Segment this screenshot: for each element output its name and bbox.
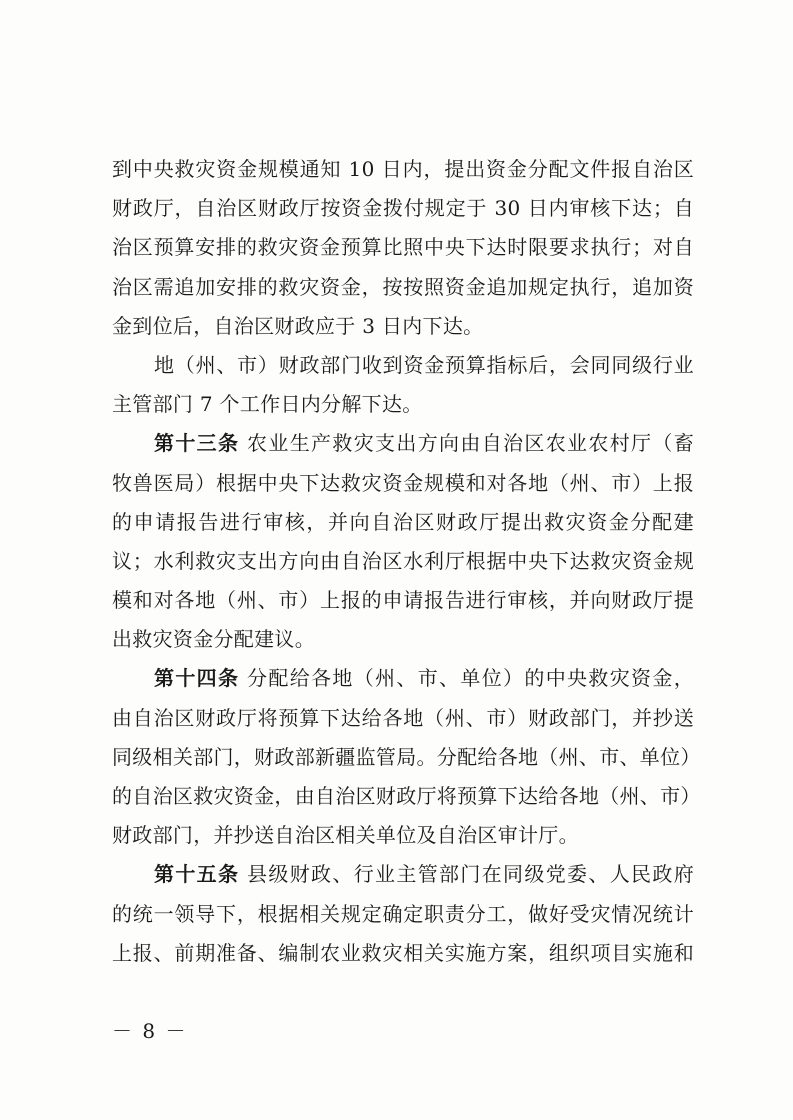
article-14 [112,659,701,855]
body-text [112,150,701,973]
text-line: 治区需追加安排的救灾资金，按按照资金追加规定执行，追加资 [112,274,694,299]
text-line: 的自治区救灾资金，由自治区财政厅将预算下达给各地（州、市） [112,784,701,808]
text-line: 的申请报告进行审核，并向自治区财政厅提出救灾资金分配建 [112,509,694,534]
text-line: 治区预算安排的救灾资金预算比照中央下达时限要求执行；对自 [112,235,694,260]
text-line: 财政部门，并抄送自治区相关单位及自治区审计厅。 [112,823,579,848]
text-line: 议；水利救灾支出方向由自治区水利厅根据中央下达救灾资金规 [112,548,694,573]
text-line: 上报、前期准备、编制农业救灾相关实施方案，组织项目实施和 [112,940,694,965]
text-line: 模和对各地（州、市）上报的申请报告进行审核，并向财政厅提 [112,588,694,613]
article-13 [112,424,694,659]
text-line: 金到位后，自治区财政应于 3 日内下达。 [112,313,484,338]
text-line: 财政厅，自治区财政厅按资金拨付规定于 30 日内审核下达；自 [112,196,694,221]
text-line [112,855,694,894]
page-number: － 8 － [112,1019,188,1043]
text-line [112,424,694,463]
article-text: 县级财政、行业主管部门在同级党委、人民政府 [247,862,694,887]
text-line: 到中央救灾资金规模通知 10 日内，提出资金分配文件报自治区 [112,157,694,181]
article-15 [112,855,694,973]
text-line: 牧兽医局）根据中央下达救灾资金规模和对各地（州、市）上报 [112,470,694,495]
article-heading: 第十五条 [154,862,240,887]
article-heading: 第十四条 [154,666,240,691]
article-text: 分配给各地（州、市、单位）的中央救灾资金， [247,666,694,691]
text-line: 同级相关部门，财政部新疆监管局。分配给各地（州、市、单位） [112,744,701,769]
text-line: 由自治区财政厅将预算下达给各地（州、市）财政部门，并抄送 [112,705,694,730]
article-text: 农业生产救灾支出方向由自治区农业农村厅（畜 [247,431,694,456]
text-line [112,659,694,698]
article-heading: 第十三条 [154,431,240,456]
text-line: 地（州、市）财政部门收到资金预算指标后，会同同级行业 [154,352,694,377]
paragraph-prefecture-funds [112,346,694,424]
text-line: 出救灾资金分配建议。 [112,627,315,652]
text-line: 的统一领导下，根据相关规定确定职责分工，做好受灾情况统计 [112,901,694,926]
text-line: 主管部门 7 个工作日内分解下达。 [112,392,423,417]
paragraph-continuation [112,150,694,346]
